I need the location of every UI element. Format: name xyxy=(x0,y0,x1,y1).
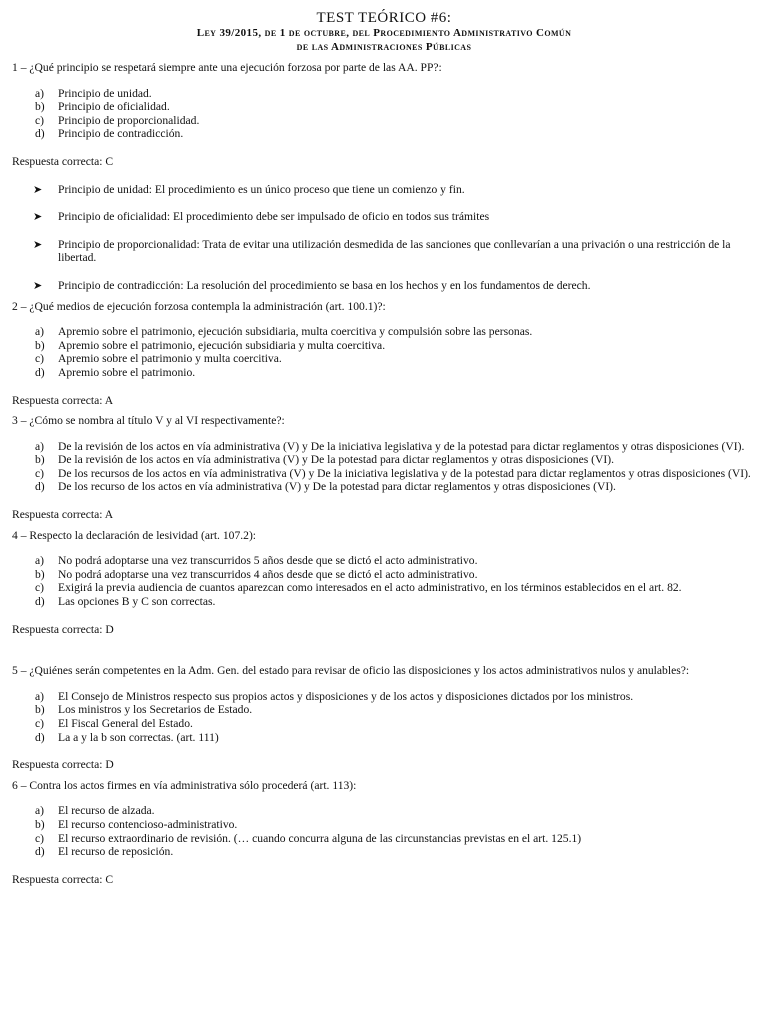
option-item xyxy=(12,804,756,818)
option-text: El recurso contencioso-administrativo. xyxy=(58,817,238,831)
explanation-item xyxy=(12,279,756,293)
question-text: 5 – ¿Quiénes serán competentes en la Adm. Gen. del estado para revisar de oficio las disposiciones y los actos administrativos nulos y anulables?: xyxy=(12,664,690,678)
option-text: El Fiscal General del Estado. xyxy=(58,717,193,730)
answer-text: Respuesta correcta: D xyxy=(12,622,114,636)
option-text: Apremio sobre el patrimonio y multa coercitiva. xyxy=(58,352,282,366)
option-item xyxy=(12,325,756,339)
arrow-bullet-icon: ➤ xyxy=(33,237,43,251)
option-letter: c) xyxy=(35,581,45,595)
option-letter: c) xyxy=(35,466,45,480)
option-item xyxy=(12,554,756,568)
document-subtitle-line2: de las Administraciones Públicas xyxy=(296,41,472,53)
option-list xyxy=(12,804,756,858)
option-letter: b) xyxy=(35,100,45,114)
question-text: 6 – Contra los actos firmes en vía administrativa sólo procederá (art. 113): xyxy=(12,778,357,792)
option-text: El recurso de reposición. xyxy=(58,845,174,859)
option-letter: d) xyxy=(35,127,45,141)
option-letter: b) xyxy=(35,338,45,352)
option-letter: c) xyxy=(35,717,45,730)
option-text: De los recursos de los actos en vía administrativa (V) y De la iniciativa legislativa y de la potestad para dictar reglamentos y otras disposiciones (VI). xyxy=(58,466,751,480)
option-item xyxy=(12,832,756,846)
option-item xyxy=(12,467,756,481)
option-item xyxy=(12,352,756,366)
option-text: No podrá adoptarse una vez transcurridos 5 años desde que se dictó el acto administrativo. xyxy=(58,554,478,568)
option-text: Apremio sobre el patrimonio, ejecución subsidiaria, multa coercitiva y compulsión sobre las personas. xyxy=(58,325,533,339)
option-text: La a y la b son correctas. (art. 111) xyxy=(58,730,219,744)
option-item xyxy=(12,87,756,101)
option-text: De la revisión de los actos en vía administrativa (V) y De la iniciativa legislativa y de la potestad para dictar reglamentos y otras disposiciones (VI). xyxy=(58,439,745,453)
explanation-list xyxy=(12,183,756,293)
explanation-text: Principio de oficialidad: El procedimiento debe ser impulsado de oficio en todos sus trámites xyxy=(58,210,490,224)
answer-text: Respuesta correcta: D xyxy=(12,758,114,772)
option-text: De los recurso de los actos en vía administrativa (V) y De la potestad para dictar reglamentos y otras disposiciones (VI). xyxy=(58,480,616,494)
option-letter: a) xyxy=(35,325,45,339)
option-list xyxy=(12,87,756,141)
option-text: Los ministros y los Secretarios de Estado. xyxy=(58,703,253,717)
question-block-4 xyxy=(12,529,756,637)
document-subtitle-line1: Ley 39/2015, de 1 de octubre, del Procedimiento Administrativo Común xyxy=(196,27,572,39)
option-item xyxy=(12,595,756,609)
option-item xyxy=(12,114,756,128)
answer-text: Respuesta correcta: C xyxy=(12,872,114,886)
option-item xyxy=(12,366,756,380)
option-letter: d) xyxy=(35,480,45,494)
document-page xyxy=(12,0,756,886)
option-text: El recurso de alzada. xyxy=(58,804,155,818)
option-item xyxy=(12,690,756,704)
option-text: No podrá adoptarse una vez transcurridos 4 años desde que se dictó el acto administrativo. xyxy=(58,567,478,581)
document-title: TEST TEÓRICO #6: xyxy=(316,10,452,26)
question-text: 1 – ¿Qué principio se respetará siempre ante una ejecución forzosa por parte de las AA. PP?: xyxy=(12,61,442,74)
option-text: Principio de oficialidad. xyxy=(58,100,170,114)
option-text: Exigirá la previa audiencia de cuantos aparezcan como interesados en el acto administrativo, en los términos establecidos en el art. 82. xyxy=(58,581,682,595)
option-item xyxy=(12,568,756,582)
option-item xyxy=(12,731,756,745)
option-letter: b) xyxy=(35,817,45,831)
option-letter: c) xyxy=(35,113,45,127)
explanation-text: Principio de unidad: El procedimiento es un único proceso que tiene un comienzo y fin. xyxy=(58,182,465,196)
option-letter: d) xyxy=(35,845,45,859)
option-list xyxy=(12,690,756,744)
option-letter: a) xyxy=(35,86,45,100)
question-text: 4 – Respecto la declaración de lesividad (art. 107.2): xyxy=(12,528,257,542)
question-text: 3 – ¿Cómo se nombra al título V y al VI respectivamente?: xyxy=(12,414,285,428)
option-item xyxy=(12,127,756,141)
option-text: Las opciones B y C son correctas. xyxy=(58,595,216,609)
option-text: Apremio sobre el patrimonio. xyxy=(58,365,196,379)
option-text: El Consejo de Ministros respecto sus propios actos y disposiciones y de los actos y disposiciones dictados por los ministros. xyxy=(58,689,634,703)
option-item xyxy=(12,818,756,832)
option-text: Apremio sobre el patrimonio, ejecución subsidiaria y multa coercitiva. xyxy=(58,338,386,352)
option-letter: a) xyxy=(35,804,45,818)
option-letter: b) xyxy=(35,703,45,717)
option-letter: c) xyxy=(35,831,45,845)
option-item xyxy=(12,100,756,114)
answer-text: Respuesta correcta: C xyxy=(12,154,114,168)
question-block-2 xyxy=(12,300,756,408)
arrow-bullet-icon: ➤ xyxy=(33,278,43,292)
option-text: Principio de contradicción. xyxy=(58,127,184,141)
option-item xyxy=(12,339,756,353)
option-list xyxy=(12,440,756,494)
option-item xyxy=(12,440,756,454)
option-text: Principio de unidad. xyxy=(58,86,152,100)
question-block-1 xyxy=(12,61,756,293)
explanation-item xyxy=(12,183,756,197)
option-letter: d) xyxy=(35,595,45,609)
explanation-item xyxy=(12,238,756,265)
option-text: El recurso extraordinario de revisión. (… cuando concurra alguna de las circunstancias previstas en el art. 125.1) xyxy=(58,831,582,845)
explanation-item xyxy=(12,210,756,224)
question-text: 2 – ¿Qué medios de ejecución forzosa contempla la administración (art. 100.1)?: xyxy=(12,299,386,313)
option-letter: a) xyxy=(35,554,45,568)
option-list xyxy=(12,554,756,608)
option-item xyxy=(12,453,756,467)
option-letter: b) xyxy=(35,567,45,581)
explanation-text: Principio de proporcionalidad: Trata de evitar una utilización desmedida de las sanciones que conllevarían a una privación o una restricción de la libertad. xyxy=(58,237,731,265)
option-letter: d) xyxy=(35,730,45,744)
option-item xyxy=(12,717,756,731)
arrow-bullet-icon: ➤ xyxy=(33,210,43,224)
question-block-6 xyxy=(12,779,756,887)
option-letter: b) xyxy=(35,453,45,467)
option-letter: d) xyxy=(35,365,45,379)
option-letter: a) xyxy=(35,439,45,453)
arrow-bullet-icon: ➤ xyxy=(33,182,43,196)
answer-text: Respuesta correcta: A xyxy=(12,508,114,522)
question-block-3 xyxy=(12,414,756,522)
option-text: De la revisión de los actos en vía administrativa (V) y De la potestad para dictar reglamentos y otras disposiciones (VI). xyxy=(58,453,615,467)
explanation-text: Principio de contradicción: La resolución del procedimiento se basa en los hechos y en los fundamentos de derech. xyxy=(58,278,591,292)
option-text: Principio de proporcionalidad. xyxy=(58,113,200,127)
option-item xyxy=(12,703,756,717)
option-letter: a) xyxy=(35,689,45,703)
option-item xyxy=(12,845,756,859)
question-block-5 xyxy=(12,664,756,772)
option-item xyxy=(12,581,756,595)
option-list xyxy=(12,325,756,379)
option-item xyxy=(12,480,756,494)
answer-text: Respuesta correcta: A xyxy=(12,393,114,407)
option-letter: c) xyxy=(35,352,45,366)
